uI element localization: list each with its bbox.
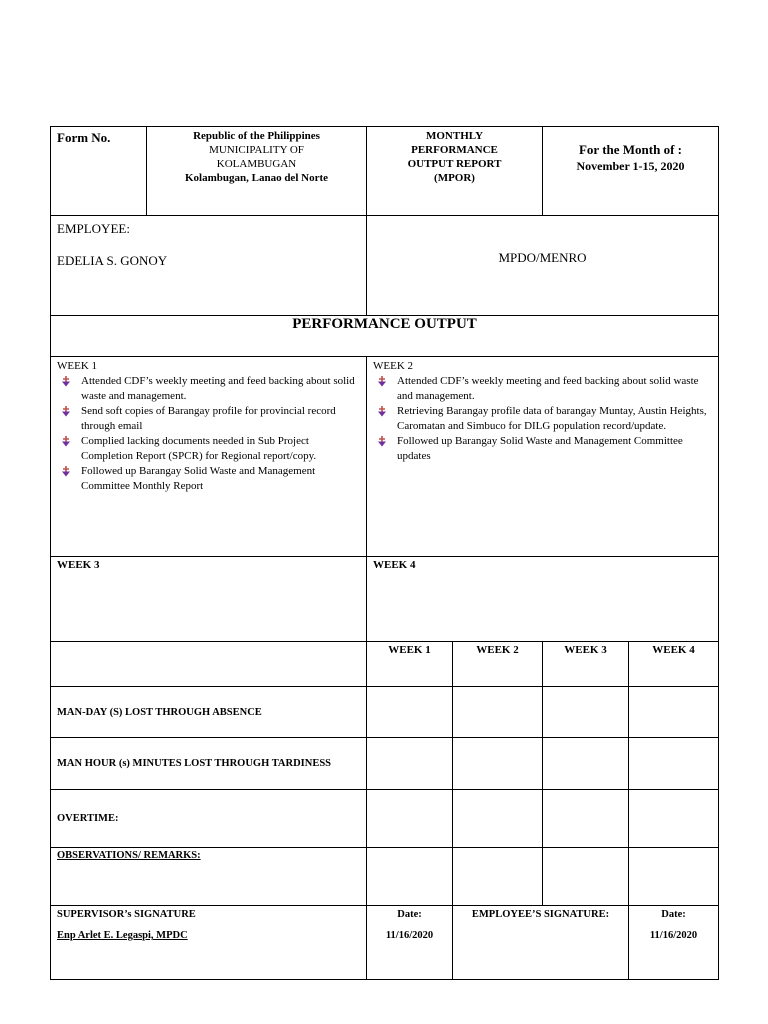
- week-4-cell: WEEK 4: [367, 557, 719, 642]
- summary-header-row: [51, 642, 719, 687]
- employee-signature-label: EMPLOYEE’S SIGNATURE:: [471, 909, 610, 920]
- arrow-bullet-icon: [61, 406, 71, 417]
- date-label: Date:: [397, 909, 422, 920]
- absence-label: MAN-DAY (S) LOST THROUGH ABSENCE: [51, 687, 367, 738]
- town-text: KOLAMBUGAN: [216, 158, 297, 170]
- summary-col-week-2: WEEK 2: [453, 642, 543, 687]
- supervisor-signature-label: SUPERVISOR’s SIGNATURE: [57, 909, 196, 920]
- employee-signature-cell: [453, 906, 629, 980]
- summary-cell: [367, 848, 453, 906]
- summary-cell: [629, 738, 719, 790]
- task-text: Attended CDF’s weekly meeting and feed backing about solid waste and management.: [397, 375, 699, 402]
- week-3-cell: WEEK 3: [51, 557, 367, 642]
- summary-cell: [453, 848, 543, 906]
- republic-text: Republic of the Philippines: [193, 130, 320, 142]
- month-label: For the Month of :: [578, 142, 683, 157]
- summary-cell: [367, 790, 453, 848]
- summary-cell: [543, 848, 629, 906]
- employee-date-cell: [629, 906, 719, 980]
- date-label: Date:: [661, 909, 686, 920]
- report-title-line: (MPOR): [434, 172, 475, 184]
- summary-col-week-3: WEEK 3: [543, 642, 629, 687]
- summary-cell: [629, 790, 719, 848]
- tardiness-label: MAN HOUR (s) MINUTES LOST THROUGH TARDINESS: [51, 738, 367, 790]
- task-item: [81, 434, 360, 464]
- employee-label: EMPLOYEE:: [57, 221, 130, 236]
- task-text: Retrieving Barangay profile data of barangay Muntay, Austin Heights, Caromatan and Simbuco for DILG population record/update.: [397, 405, 707, 432]
- employee-row: [51, 216, 719, 316]
- task-text: Send soft copies of Barangay profile for provincial record through email: [81, 405, 336, 432]
- supervisor-date-cell: [367, 906, 453, 980]
- weeks-3-4-row: [51, 557, 719, 642]
- overtime-label: OVERTIME:: [51, 790, 367, 848]
- summary-col-week-4: WEEK 4: [629, 642, 719, 687]
- week-1-tasks: [57, 374, 360, 494]
- task-text: Followed up Barangay Solid Waste and Management Committee Monthly Report: [81, 465, 316, 492]
- task-item: [81, 374, 360, 404]
- report-title-line: OUTPUT REPORT: [407, 158, 502, 170]
- arrow-bullet-icon: [61, 376, 71, 387]
- mpor-table: [50, 126, 719, 980]
- week-2-label: WEEK 2: [373, 360, 414, 372]
- month-value: November 1-15, 2020: [576, 159, 685, 173]
- summary-row-overtime: [51, 790, 719, 848]
- employee-cell: [51, 216, 367, 316]
- office-header: [147, 127, 367, 216]
- address-text: Kolambugan, Lanao del Norte: [184, 172, 328, 184]
- employee-date: 11/16/2020: [649, 930, 698, 941]
- header-row: [51, 127, 719, 216]
- summary-cell: [543, 687, 629, 738]
- task-item: [397, 374, 712, 404]
- signature-row: [51, 906, 719, 980]
- summary-cell: [453, 687, 543, 738]
- week-1-cell: [51, 357, 367, 557]
- arrow-bullet-icon: [61, 436, 71, 447]
- arrow-bullet-icon: [377, 436, 387, 447]
- summary-cell: [453, 790, 543, 848]
- summary-cell: [543, 790, 629, 848]
- summary-corner: [51, 642, 367, 687]
- week-2-tasks: [373, 374, 712, 464]
- summary-cell: [629, 687, 719, 738]
- month-period: [543, 127, 719, 216]
- summary-cell: [367, 687, 453, 738]
- week-2-cell: [367, 357, 719, 557]
- arrow-bullet-icon: [61, 466, 71, 477]
- municipality-text: MUNICIPALITY OF: [209, 144, 304, 156]
- summary-cell: [453, 738, 543, 790]
- form-number-label: Form No.: [51, 127, 147, 216]
- task-text: Complied lacking documents needed in Sub Project Completion Report (SPCR) for Regional report/copy.: [81, 435, 317, 462]
- report-title-line: MONTHLY: [425, 130, 484, 142]
- task-text: Followed up Barangay Solid Waste and Management Committee updates: [397, 435, 683, 462]
- summary-cell: [543, 738, 629, 790]
- task-item: [397, 434, 712, 464]
- summary-row-tardiness: [51, 738, 719, 790]
- supervisor-date: 11/16/2020: [385, 930, 434, 941]
- arrow-bullet-icon: [377, 376, 387, 387]
- report-title-line: PERFORMANCE: [411, 144, 498, 156]
- arrow-bullet-icon: [377, 406, 387, 417]
- employee-name: EDELIA S. GONOY: [57, 253, 168, 268]
- remarks-label: OBSERVATIONS/ REMARKS:: [51, 848, 367, 906]
- report-title: [367, 127, 543, 216]
- task-item: [397, 404, 712, 434]
- task-text: Attended CDF’s weekly meeting and feed backing about solid waste and management.: [81, 375, 355, 402]
- supervisor-name: Enp Arlet E. Legaspi, MPDC: [57, 930, 188, 941]
- summary-col-week-1: WEEK 1: [367, 642, 453, 687]
- week-1-label: WEEK 1: [57, 360, 98, 372]
- summary-cell: [367, 738, 453, 790]
- title-row: [51, 316, 719, 357]
- supervisor-signature-cell: [51, 906, 367, 980]
- mpor-form: [50, 126, 718, 980]
- summary-row-remarks: [51, 848, 719, 906]
- task-item: [81, 404, 360, 434]
- office-name: MPDO/MENRO: [367, 216, 719, 316]
- weeks-1-2-row: [51, 357, 719, 557]
- summary-row-absence: [51, 687, 719, 738]
- summary-cell: [629, 848, 719, 906]
- section-title: PERFORMANCE OUTPUT: [51, 316, 719, 357]
- task-item: [81, 464, 360, 494]
